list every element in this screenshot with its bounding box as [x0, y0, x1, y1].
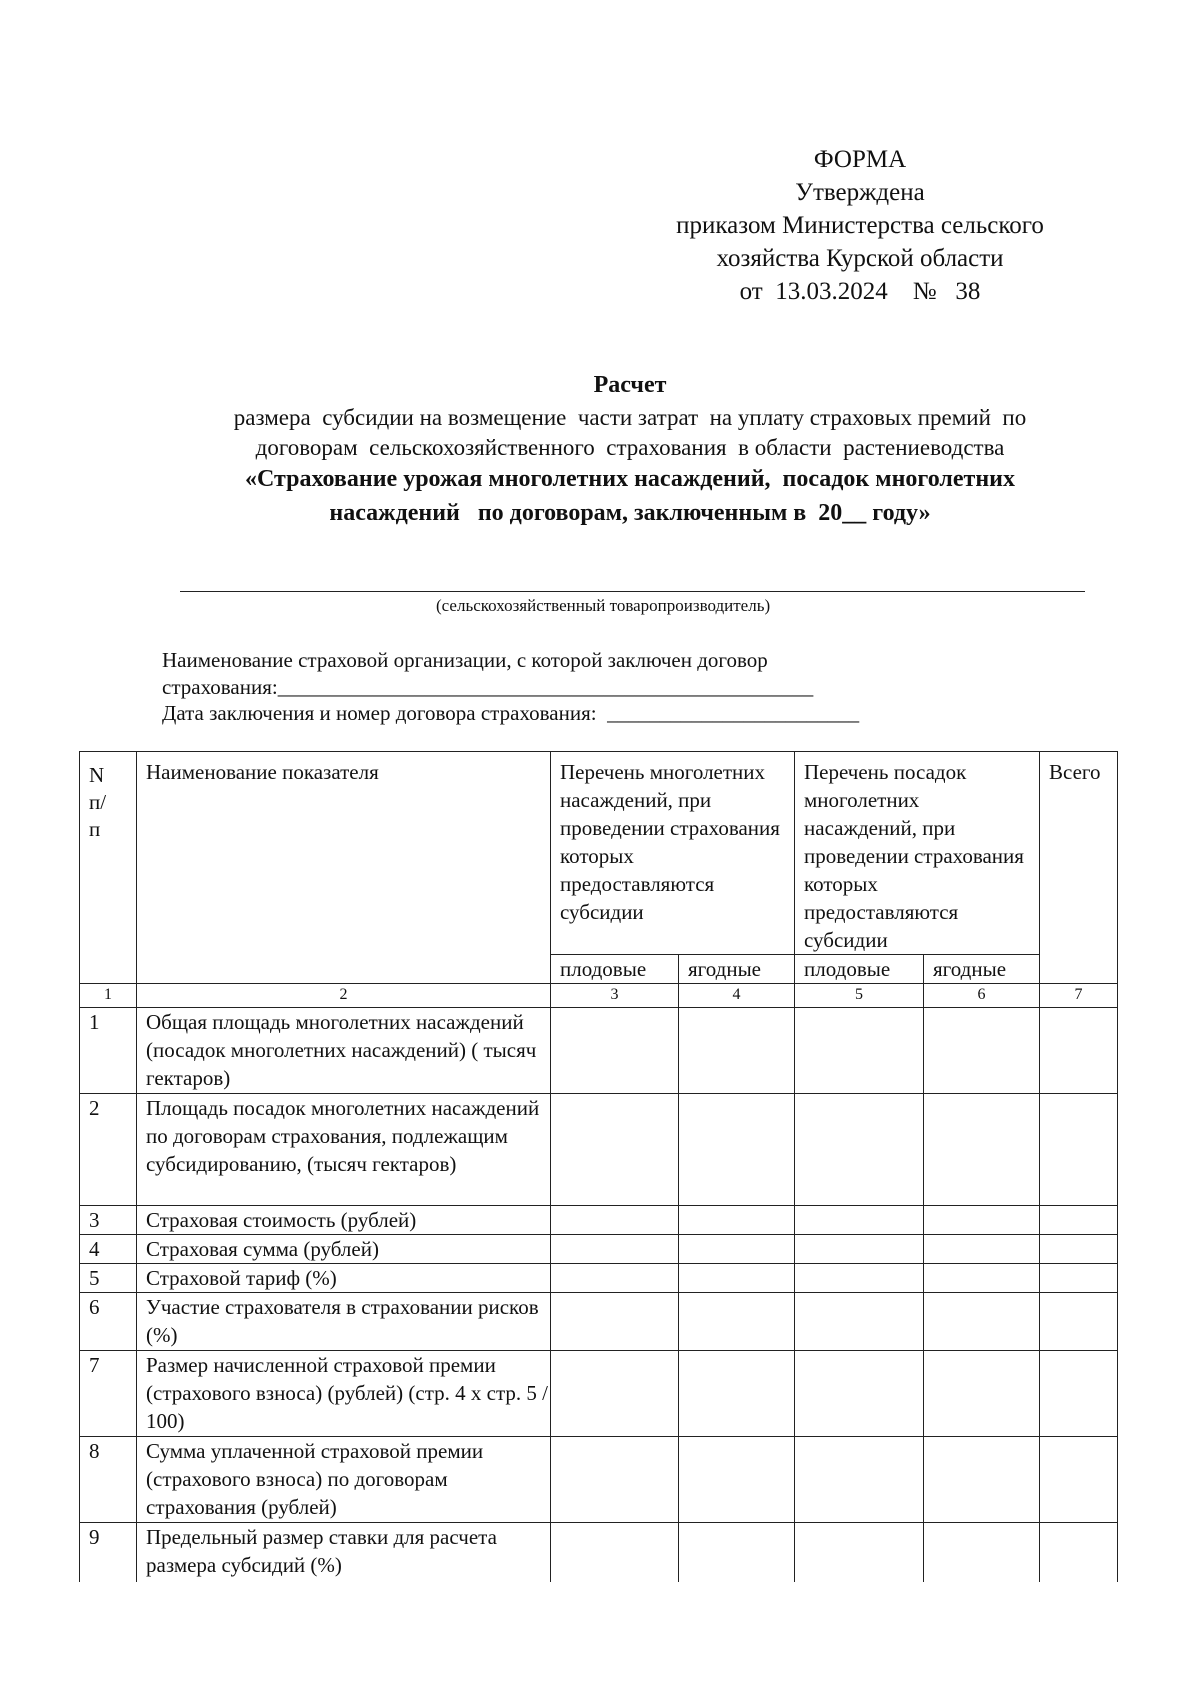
row-number: 6 [80, 1293, 137, 1351]
value-cell[interactable] [924, 1008, 1040, 1094]
value-cell[interactable] [1040, 1235, 1118, 1264]
title-line-2: договорам сельскохозяйственного страхования в области растениеводства [255, 435, 1005, 460]
column-number: 2 [137, 984, 551, 1008]
value-cell[interactable] [795, 1206, 924, 1235]
table-row [80, 1008, 1118, 1094]
title-line-3: «Страхование урожая многолетних насаждений, посадок многолетних [245, 466, 1015, 492]
value-cell[interactable] [795, 1094, 924, 1206]
row-indicator: Сумма уплаченной страховой премии (страхового взноса) по договорам страхования (рублей) [137, 1437, 551, 1523]
value-cell[interactable] [924, 1264, 1040, 1293]
value-cell[interactable] [679, 1206, 795, 1235]
value-cell[interactable] [551, 1235, 679, 1264]
value-cell[interactable] [679, 1235, 795, 1264]
insurer-label-1: Наименование страховой организации, с которой заключен договор [162, 648, 768, 672]
value-cell[interactable] [1040, 1351, 1118, 1437]
value-cell[interactable] [551, 1523, 679, 1582]
value-cell[interactable] [551, 1351, 679, 1437]
col-header-number: N п/п [80, 752, 137, 984]
subheader-fruit: плодовые [551, 955, 679, 984]
table-row [80, 1437, 1118, 1523]
value-cell[interactable] [679, 1351, 795, 1437]
value-cell[interactable] [679, 1008, 795, 1094]
column-number: 3 [551, 984, 679, 1008]
col-header-indicator: Наименование показателя [137, 752, 551, 984]
value-cell[interactable] [795, 1523, 924, 1582]
table-row [80, 1264, 1118, 1293]
order-date-number: от 13.03.2024 № 38 [739, 278, 981, 305]
value-cell[interactable] [551, 1264, 679, 1293]
value-cell[interactable] [679, 1293, 795, 1351]
table-row [80, 1235, 1118, 1264]
value-cell[interactable] [924, 1293, 1040, 1351]
insurer-label-2: страхования:___________________________________________________ [162, 675, 814, 699]
value-cell[interactable] [1040, 1008, 1118, 1094]
subheader-berry: ягодные [679, 955, 795, 984]
title-line-4: насаждений по договорам, заключенным в 20__ году» [329, 500, 931, 526]
value-cell[interactable] [1040, 1437, 1118, 1523]
row-number: 3 [80, 1206, 137, 1235]
title-line-1: размера субсидии на возмещение части затрат на уплату страховых премий по [233, 405, 1027, 430]
table-row [80, 1206, 1118, 1235]
value-cell[interactable] [551, 1094, 679, 1206]
table-row [80, 1293, 1118, 1351]
value-cell[interactable] [679, 1094, 795, 1206]
row-number: 9 [80, 1523, 137, 1582]
value-cell[interactable] [551, 1437, 679, 1523]
producer-caption: (сельскохозяйственный товаропроизводитель) [436, 596, 771, 615]
subheader-berry: ягодные [924, 955, 1040, 984]
row-indicator: Общая площадь многолетних насаждений (посадок многолетних насаждений) ( тысяч гектаров) [137, 1008, 551, 1094]
row-indicator: Страховая сумма (рублей) [137, 1235, 551, 1264]
value-cell[interactable] [795, 1008, 924, 1094]
column-number: 6 [924, 984, 1040, 1008]
document-title: Расчет [593, 372, 667, 398]
value-cell[interactable] [795, 1351, 924, 1437]
row-indicator: Предельный размер ставки для расчета размера субсидий (%) [137, 1523, 551, 1582]
value-cell[interactable] [551, 1206, 679, 1235]
value-cell[interactable] [795, 1264, 924, 1293]
col-header-total: Всего [1040, 752, 1118, 984]
column-number: 7 [1040, 984, 1118, 1008]
row-number: 1 [80, 1008, 137, 1094]
value-cell[interactable] [924, 1235, 1040, 1264]
value-cell[interactable] [924, 1206, 1040, 1235]
order-line-1: приказом Министерства сельского [676, 212, 1044, 239]
value-cell[interactable] [679, 1264, 795, 1293]
col-header-young-plantings: Перечень посадок многолетних насаждений, при проведении страхования которых предоставляются субсидии [795, 752, 1040, 955]
form-label: ФОРМА [813, 146, 907, 173]
value-cell[interactable] [924, 1437, 1040, 1523]
value-cell[interactable] [551, 1008, 679, 1094]
order-line-2: хозяйства Курской области [716, 245, 1004, 272]
contract-date-label: Дата заключения и номер договора страхования: ________________________ [162, 701, 860, 725]
value-cell[interactable] [551, 1293, 679, 1351]
row-indicator: Площадь посадок многолетних насаждений по договорам страхования, подлежащим субсидированию, (тысяч гектаров) [137, 1094, 551, 1206]
value-cell[interactable] [1040, 1523, 1118, 1582]
value-cell[interactable] [924, 1523, 1040, 1582]
value-cell[interactable] [924, 1351, 1040, 1437]
value-cell[interactable] [1040, 1264, 1118, 1293]
value-cell[interactable] [924, 1094, 1040, 1206]
value-cell[interactable] [1040, 1293, 1118, 1351]
subheader-fruit: плодовые [795, 955, 924, 984]
row-number: 2 [80, 1094, 137, 1206]
table-row [80, 1094, 1118, 1206]
row-number: 7 [80, 1351, 137, 1437]
column-number: 1 [80, 984, 137, 1008]
row-indicator: Участие страхователя в страховании рисков (%) [137, 1293, 551, 1351]
value-cell[interactable] [795, 1437, 924, 1523]
value-cell[interactable] [679, 1437, 795, 1523]
row-number: 5 [80, 1264, 137, 1293]
column-number: 5 [795, 984, 924, 1008]
approved-label: Утверждена [795, 179, 925, 206]
table-row [80, 1523, 1118, 1582]
subsidy-calculation-table [79, 751, 1118, 1582]
value-cell[interactable] [795, 1235, 924, 1264]
producer-underline [180, 591, 1085, 592]
row-number: 4 [80, 1235, 137, 1264]
column-number: 4 [679, 984, 795, 1008]
value-cell[interactable] [679, 1523, 795, 1582]
value-cell[interactable] [1040, 1206, 1118, 1235]
value-cell[interactable] [1040, 1094, 1118, 1206]
row-indicator: Страховой тариф (%) [137, 1264, 551, 1293]
col-header-plantings: Перечень многолетних насаждений, при проведении страхования которых предоставляются субсидии [551, 752, 795, 955]
row-number: 8 [80, 1437, 137, 1523]
value-cell[interactable] [795, 1293, 924, 1351]
table-row [80, 1351, 1118, 1437]
row-indicator: Страховая стоимость (рублей) [137, 1206, 551, 1235]
row-indicator: Размер начисленной страховой премии (страхового взноса) (рублей) (стр. 4 х стр. 5 / 100) [137, 1351, 551, 1437]
